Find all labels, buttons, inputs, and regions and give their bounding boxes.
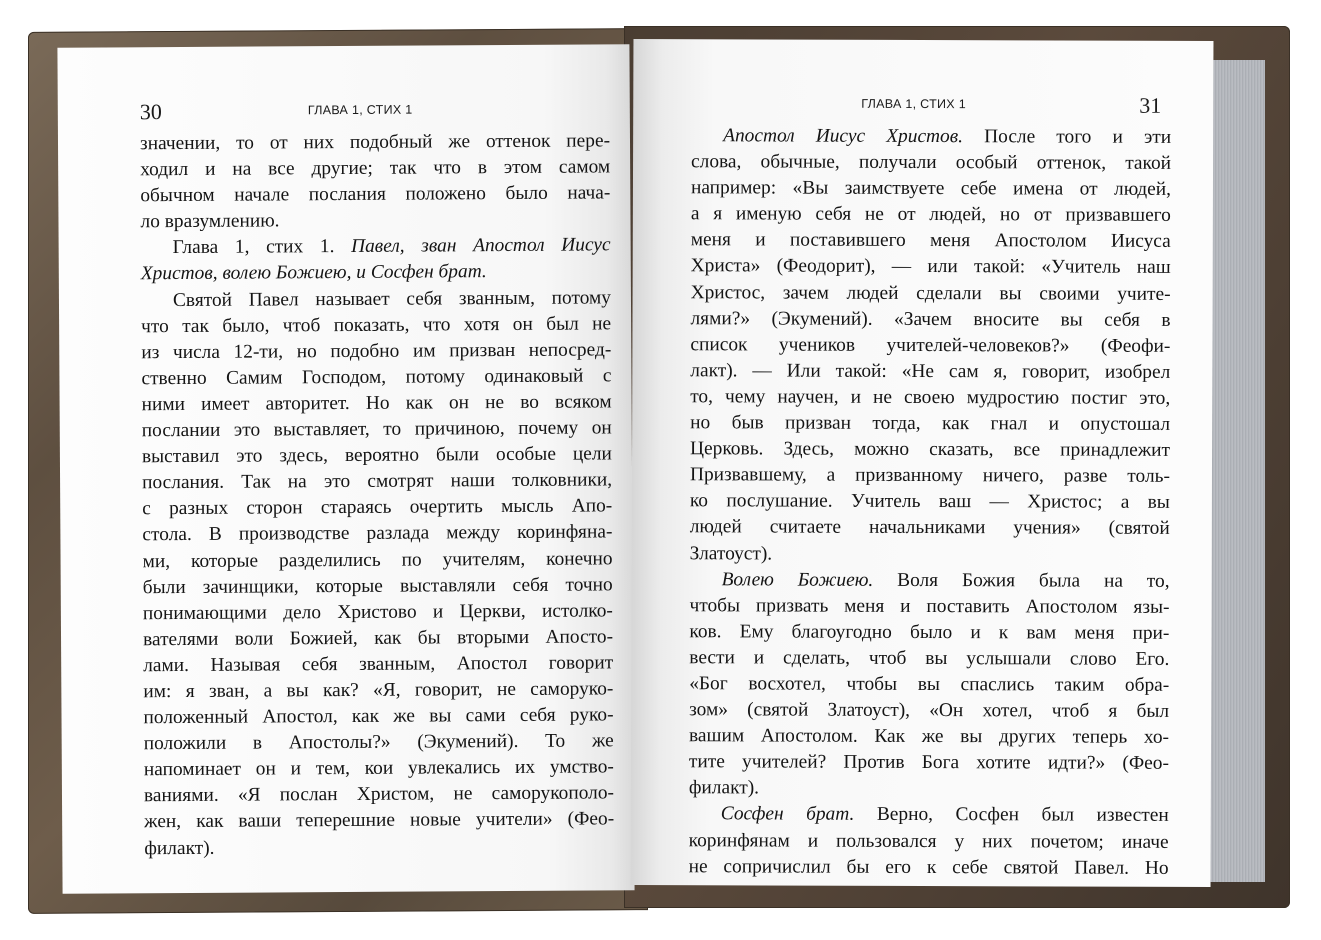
text-line: а я именую себя не от людей, но от призвавшего xyxy=(690,203,1171,227)
text-line: Призвавшему, а призванному ничего, разве толь- xyxy=(689,464,1170,488)
text-fragment: После того и эти xyxy=(984,126,1172,148)
text-line: Церковь. Здесь, можно сказать, все принадлежит xyxy=(690,438,1171,461)
text-line: ми, которые разделились по учителям, конечно xyxy=(142,547,613,572)
text-line: им: я зван, а вы как? «Я, говорит, не саморуко- xyxy=(143,678,614,703)
text-line: список учеников учителей-человеков?» (Феофи- xyxy=(690,333,1171,357)
text-line: людей считаете начальниками учения» (святой xyxy=(689,516,1170,540)
text-line: филакт). xyxy=(688,777,760,799)
text-line: напоминает он и тем, кои увлекались их умство- xyxy=(143,756,614,781)
text-line: не сопричислил бы его к себе святой Павел. Но xyxy=(688,855,1169,879)
text-line: положенный Апостол, как же вы сами себя руко- xyxy=(143,704,614,729)
text-line: Святой Павел называет себя званным, потому xyxy=(172,286,612,311)
text-line: меня и поставившего меня Апостолом Иисуса xyxy=(690,229,1171,253)
text-line: «Бог восхотел, чтобы вы спаслись таким обра- xyxy=(689,673,1170,696)
text-line: стола. В производстве разлада между коринфяна- xyxy=(142,521,613,546)
text-line: то, чему научен, и не своею мудростию постиг это, xyxy=(690,386,1171,409)
text-line xyxy=(691,123,1171,151)
text-line: вашим Апостолом. Как же вы других теперь хо- xyxy=(689,725,1170,749)
verse-quote: Сосфен брат. xyxy=(720,803,855,826)
running-head-left: ГЛАВА 1, СТИХ 1 xyxy=(307,102,413,118)
text-line: например: «Вы заимствуете себе имена от людей, xyxy=(690,177,1171,201)
page-number-left: 30 xyxy=(139,99,162,125)
text-line: Златоуст). xyxy=(689,542,773,564)
text-line: коринфянам и пользовался у них почетом; иначе xyxy=(688,829,1169,853)
text-line: что так было, чтоб показать, что хотя он был не xyxy=(141,313,612,337)
text-line: филакт). xyxy=(144,837,215,859)
text-fragment: Воля Божия была на то, xyxy=(897,569,1170,592)
text-line: ло вразумлению. xyxy=(140,210,280,233)
text-line: зом» (святой Златоуст), «Он хотел, чтоб я был xyxy=(689,699,1170,722)
text-line: послания. Так на это смотрят наши толковники, xyxy=(142,469,613,494)
text-line: лями?» (Экумений). «Зачем вносите вы себя в xyxy=(690,307,1171,331)
text-line: но быв призван тогда, как гнал и опустошал xyxy=(690,412,1171,435)
text-line: ков. Ему благоугодно было и к вам меня при- xyxy=(689,620,1170,644)
text-line: ко послушание. Учитель ваш — Христос; а вы xyxy=(689,490,1170,514)
right-page-text xyxy=(689,123,1172,881)
text-line: лакт). — Или такой: «Не сам я, говорит, изобрел xyxy=(690,360,1171,383)
text-line: вателями воли Божией, как бы вторыми Апосто- xyxy=(142,626,614,651)
text-line: ходил и на все другие; так что в этом самом xyxy=(140,156,611,181)
text-line: послании это выставляет, то причиною, почему он xyxy=(141,417,612,442)
left-page-text xyxy=(140,128,614,861)
text-line: чтобы призвать меня и поставить Апостолом язы- xyxy=(689,594,1170,618)
text-line: слова, обычные, получали особый оттенок, такой xyxy=(691,151,1172,174)
verse-quote: Христов, волею Божиею, и Сосфен брат. xyxy=(140,261,487,285)
text-line: из числа 12-ти, но подобно им призван непосред- xyxy=(141,339,612,363)
verse-quote: Апостол Иисус Христов. xyxy=(723,125,964,148)
text-line: вести и сделать, чтоб вы услышали слово Его. xyxy=(689,647,1170,670)
text-line: выставил это здесь, вероятно были особые цели xyxy=(141,443,612,468)
left-page xyxy=(57,44,634,893)
text-line: обычном начале послания положено было нача- xyxy=(140,182,611,207)
text-line: тите учителей? Против Бога хотите идти?» (Фео- xyxy=(688,751,1169,775)
text-line: ними имеет авторитет. Но как он не во всяком xyxy=(141,391,612,416)
text-line: Христа» (Феодорит), — или такой: «Учитель наш xyxy=(690,255,1171,279)
text-line: были зачинщики, которые выставляли себя точно xyxy=(142,573,613,598)
text-line xyxy=(141,259,611,288)
text-line: с разных сторон стараясь очертить мысль Апо- xyxy=(142,495,613,520)
page-edges-right xyxy=(1208,60,1265,882)
text-line: жен, как ваши теперешние новые учители» (Фео- xyxy=(144,808,615,833)
page-number-right: 31 xyxy=(1139,92,1162,118)
text-line xyxy=(690,567,1170,595)
verse-quote: Волею Божиею. xyxy=(721,568,874,591)
right-page xyxy=(631,39,1214,887)
running-head-right: ГЛАВА 1, СТИХ 1 xyxy=(861,96,967,112)
verse-reference: Глава 1, стих 1. xyxy=(172,236,335,259)
text-line: лами. Называя себя званным, Апостол говорит xyxy=(143,652,614,677)
text-line: ваниями. «Я послан Христом, не саморукополо- xyxy=(143,782,615,807)
verse-quote: Павел, зван Апостол Иисус xyxy=(350,234,611,258)
text-line: Христос, зачем людей сделали вы своими учите- xyxy=(690,281,1171,305)
text-fragment: Верно, Сосфен был известен xyxy=(876,804,1169,827)
text-line xyxy=(689,802,1169,830)
text-line: понимающими дело Христово и Церкви, истолко- xyxy=(142,600,613,624)
text-line: ственно Самим Господом, потому одинаковый с xyxy=(141,365,612,390)
text-line xyxy=(141,233,611,262)
text-line: значении, то от них подобный же оттенок пере- xyxy=(139,130,611,155)
text-line: положили в Апостолы?» (Экумений). То же xyxy=(143,730,614,755)
